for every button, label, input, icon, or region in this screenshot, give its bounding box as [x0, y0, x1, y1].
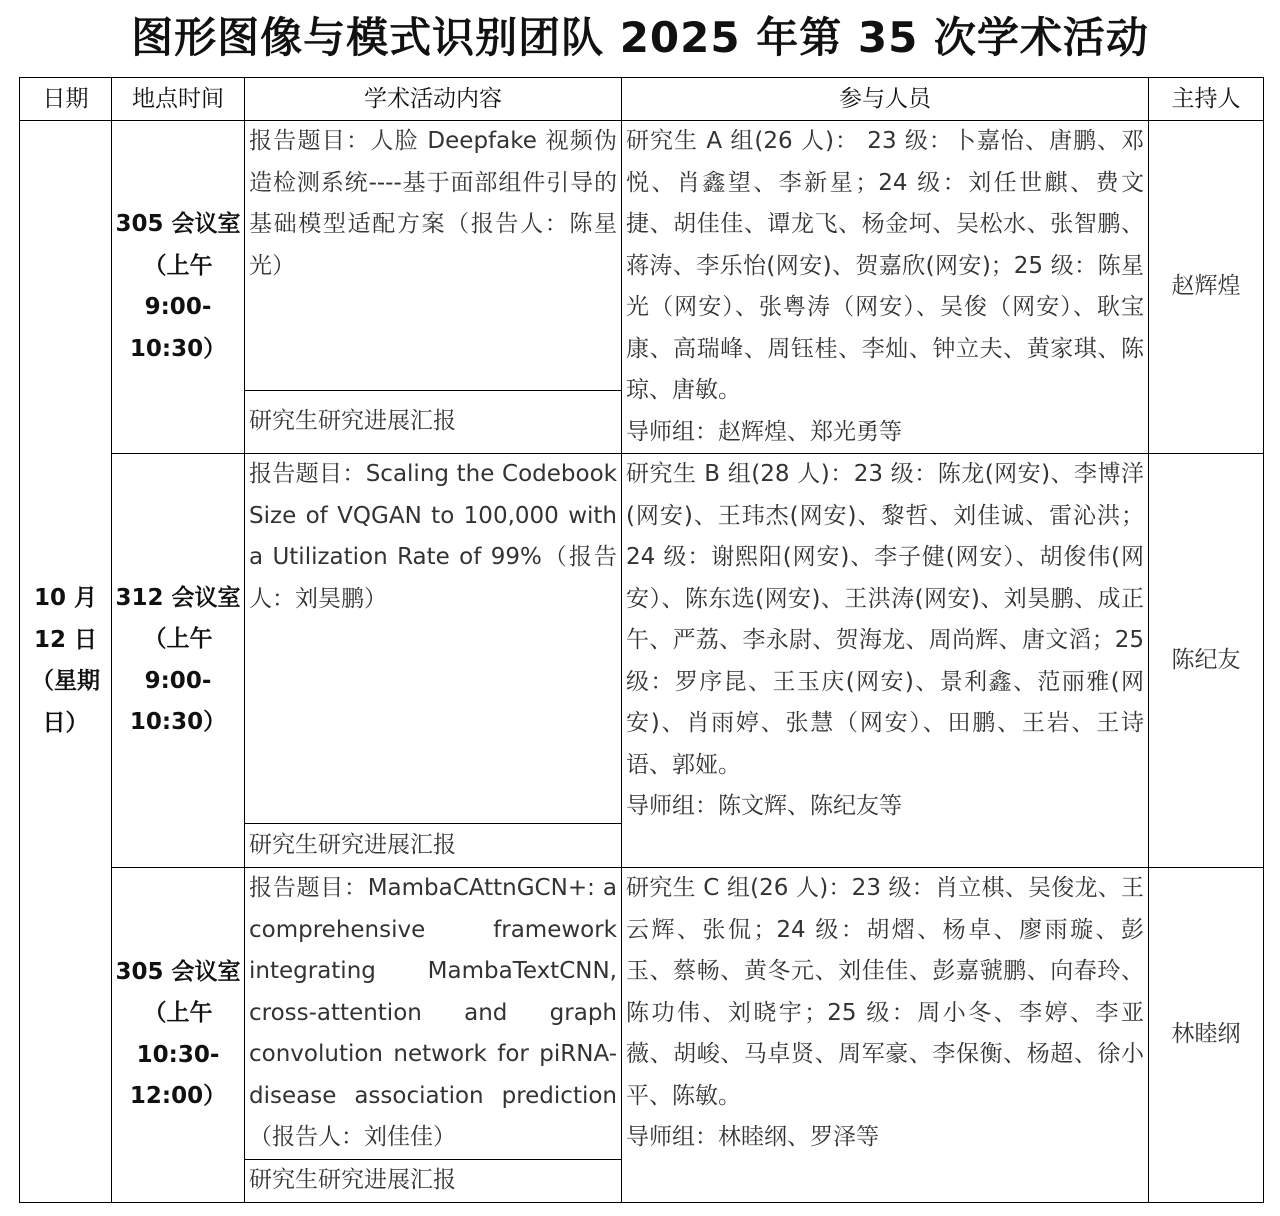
- page-title: 图形图像与模式识别团队 2025 年第 35 次学术活动: [131, 13, 1149, 62]
- session-row-2-topic: [20, 454, 1264, 824]
- place-time-cell: 305 会议室（上午 10:30-12:00）: [112, 868, 245, 1203]
- progress-report-cell: 研究生研究进展汇报: [245, 1159, 622, 1202]
- host-cell: 陈纪友: [1149, 454, 1264, 868]
- session-row-1-topic: [20, 121, 1264, 391]
- header-date: 日期: [20, 78, 112, 121]
- progress-report-cell: 研究生研究进展汇报: [245, 824, 622, 868]
- schedule-table: [19, 77, 1264, 1203]
- participants-text: 研究生 C 组(26 人)：23 级：肖立棋、吴俊龙、王云辉、张侃；24 级：胡熠、杨卓、廖雨璇、彭玉、蔡畅、黄冬元、刘佳佳、彭嘉虢鹏、向春玲、陈功伟、刘晓宇；25 级：周小冬、李婷、李亚薇、胡峻、马卓贤、周军豪、李保衡、杨超、徐小平、陈敏。: [626, 875, 1144, 1109]
- participants-text: 研究生 A 组(26 人)： 23 级：卜嘉怡、唐鹏、邓悦、肖鑫望、李新星；24 级：刘任世麒、费文捷、胡佳佳、谭龙飞、杨金坷、吴松水、张智鹏、蒋涛、李乐怡(网安)、贺嘉欣(网安)；25 级：陈星光（网安）、张粤涛（网安）、吴俊（网安）、耿宝康、高瑞峰、周钰桂、李灿、钟立夫、黄家琪、陈琼、唐敏。: [626, 128, 1144, 403]
- advisors-text: 导师组：林睦纲、罗泽等: [626, 1124, 879, 1150]
- host-cell: 赵辉煌: [1149, 121, 1264, 454]
- topic-text: 报告题目：MambaCAttnGCN+: a comprehensive framework integrating MambaTextCNN, cross-attention and graph convolution network for piRNA-disease association prediction（报告人：刘佳佳）: [249, 875, 617, 1150]
- place-time-cell: 312 会议室（上午 9:00-10:30）: [112, 454, 245, 868]
- header-content: 学术活动内容: [245, 78, 622, 121]
- header-place-time: 地点时间: [112, 78, 245, 121]
- topic-text: 报告题目：Scaling the Codebook Size of VQGAN to 100,000 with a Utilization Rate of 99%（报告人：刘昊鹏）: [249, 461, 617, 612]
- progress-report-cell: 研究生研究进展汇报: [245, 390, 622, 453]
- header-host: 主持人: [1149, 78, 1264, 121]
- header-participants: 参与人员: [622, 78, 1149, 121]
- host-cell: 林睦纲: [1149, 868, 1264, 1203]
- header-row: [20, 78, 1264, 121]
- participants-cell: [622, 121, 1149, 454]
- advisors-text: 导师组：赵辉煌、郑光勇等: [626, 418, 902, 445]
- participants-cell: [622, 454, 1149, 868]
- topic-text: 报告题目：人脸 Deepfake 视频伪造检测系统----基于面部组件引导的基础模型适配方案（报告人：陈星光）: [249, 128, 617, 279]
- topic-cell: [245, 454, 622, 824]
- participants-cell: [622, 868, 1149, 1203]
- advisors-text: 导师组：陈文辉、陈纪友等: [626, 793, 902, 819]
- participants-text: 研究生 B 组(28 人)：23 级：陈龙(网安)、李博洋(网安)、王玮杰(网安)、黎哲、刘佳诚、雷沁洪；24 级：谢熙阳(网安)、李子健(网安）、胡俊伟(网安）、陈东选(网安)、王洪涛(网安)、刘昊鹏、成正午、严荔、李永尉、贺海龙、周尚辉、唐文滔；25 级：罗序昆、王玉庆(网安)、景利鑫、范丽雅(网安)、肖雨婷、张慧（网安）、田鹏、王岩、王诗语、郭娅。: [626, 461, 1144, 778]
- topic-cell: [245, 121, 622, 391]
- topic-cell: [245, 868, 622, 1160]
- date-cell: 10 月 12 日（星期日）: [20, 121, 112, 1203]
- place-time-cell: 305 会议室（上午 9:00-10:30）: [112, 121, 245, 454]
- session-row-3-topic: [20, 868, 1264, 1160]
